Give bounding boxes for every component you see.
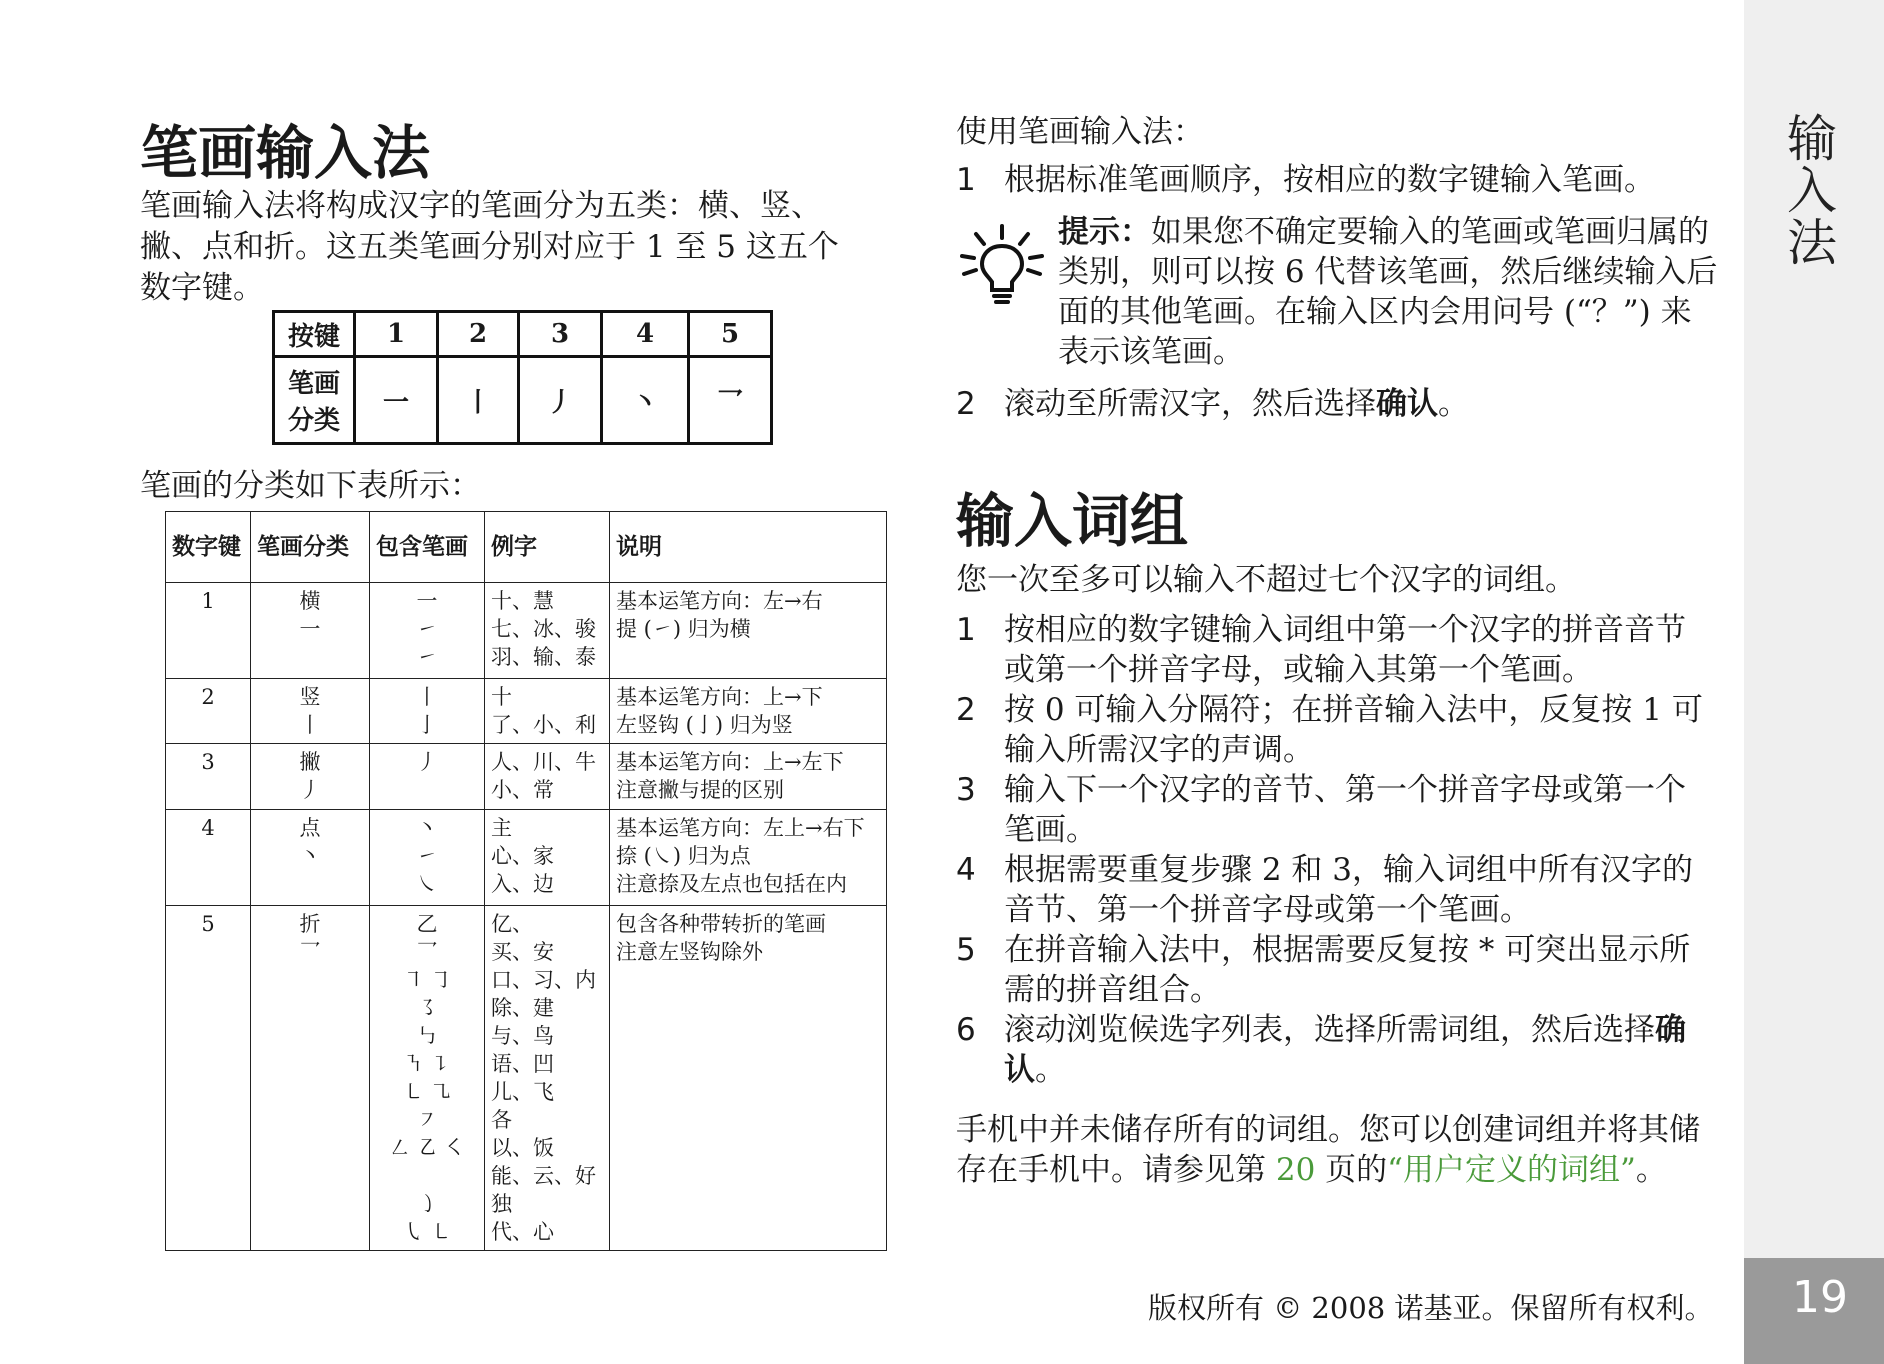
step-item: [956, 1010, 1716, 1090]
stroke-cell: 乛: [689, 357, 772, 444]
step-text-part: 。: [1035, 1052, 1066, 1088]
key-cell: 3: [519, 312, 602, 357]
table-row: [166, 583, 887, 679]
tip-text: 如果您不确定要输入的笔画或笔画归属的类别，则可以按 6 代替该笔画，然后继续输入后面的其他笔画。在输入区内会用问号 (“？”) 来表示该笔画。: [1058, 214, 1718, 370]
key-cell: 5: [689, 312, 772, 357]
label-line: 笔画: [287, 369, 340, 399]
intro-line: 笔画输入法将构成汉字的笔画分为五类：横、竖、: [140, 188, 822, 224]
cell-category: 点 丶: [251, 810, 370, 906]
stroke-category-label: [274, 357, 355, 444]
label-line: 分类: [287, 406, 340, 436]
tip-label: 提示：: [1058, 214, 1151, 250]
table-header: 数字键: [166, 512, 251, 583]
key-cell: 4: [602, 312, 689, 357]
step-item: [956, 770, 1716, 850]
step-text: 按 0 可输入分隔符；在拼音输入法中，反复按 1 可输入所需汉字的声调。: [1004, 692, 1703, 768]
heading-stroke-input: 笔画输入法: [140, 119, 431, 187]
step-number: 2: [956, 692, 976, 728]
heading-phrase-input: 输入词组: [956, 487, 1189, 555]
cell-note: 包含各种带转折的笔画 注意左竖钩除外: [610, 906, 887, 1251]
key-cell: 1: [355, 312, 438, 357]
tip-paragraph: [1058, 212, 1718, 372]
table-row: [166, 744, 887, 810]
step-number: 6: [956, 1012, 976, 1048]
intro-line: 数字键。: [140, 270, 264, 306]
key-cell: 2: [438, 312, 519, 357]
stroke-cell: 一: [355, 357, 438, 444]
table-caption: 笔画的分类如下表所示：: [140, 468, 481, 504]
step-text: 根据需要重复步骤 2 和 3，输入词组中所有汉字的音节、第一个拼音字母或第一个笔画。: [1004, 852, 1694, 928]
cell-strokes: 丨 亅: [370, 679, 485, 744]
step-text: [1004, 1010, 1716, 1090]
key-stroke-table: [272, 310, 773, 445]
step-text: 输入下一个汉字的音节、第一个拼音字母或第一个笔画。: [1004, 772, 1686, 848]
step-number: 1: [956, 612, 976, 648]
cell-note: 基本运笔方向：上→下 左竖钩 (亅) 归为竖: [610, 679, 887, 744]
usage-title: 使用笔画输入法：: [956, 114, 1204, 150]
cell-strokes: 一 ㇀ ㇀: [370, 583, 485, 679]
table-header: 包含笔画: [370, 512, 485, 583]
step-item: [956, 930, 1716, 1010]
closing-paragraph: [956, 1110, 1716, 1190]
cell-category: 折 乛: [251, 906, 370, 1251]
closing-text: 手机中并未储存所有的词组。您可以创建词组并将其储存在手机中。请参见第: [956, 1112, 1700, 1188]
table-header: 笔画分类: [251, 512, 370, 583]
cell-examples: 十、慧 七、冰、骏 羽、输、泰: [485, 583, 610, 679]
confirm-keyword: 确认: [1004, 1012, 1686, 1088]
cell-note: 基本运笔方向：左→右 提 (㇀) 归为横: [610, 583, 887, 679]
step-number: 2: [956, 386, 976, 422]
cell-key: 5: [166, 906, 251, 1251]
cell-category: 竖 丨: [251, 679, 370, 744]
cell-examples: 十 了、小、利: [485, 679, 610, 744]
step-item: [956, 160, 1716, 200]
step-item: [956, 850, 1716, 930]
cell-key: 3: [166, 744, 251, 810]
table-row: [166, 679, 887, 744]
step-number: 1: [956, 162, 976, 198]
key-label: 按键: [274, 312, 355, 357]
lightbulb-tip-icon: [958, 222, 1046, 310]
step-item: [956, 690, 1716, 770]
table-header: 例字: [485, 512, 610, 583]
copyright-footer: 版权所有 © 2008 诺基亚。保留所有权利。: [1148, 1291, 1714, 1325]
step-number: 4: [956, 852, 976, 888]
stroke-cell: 丨: [438, 357, 519, 444]
confirm-keyword: 确认: [1376, 386, 1438, 422]
cell-category: 撇 丿: [251, 744, 370, 810]
cell-strokes: 乙 乛 ㇕ ㇆ ㇌ ㇉ ㇎ ㇊ ㇄ ㇈ ㇇ ㇜ ㇠ ㇛ ㇁ ㇂ ㇄: [370, 906, 485, 1251]
page-reference[interactable]: 20: [1275, 1152, 1316, 1188]
step-text: 在拼音输入法中，根据需要反复按 * 可突出显示所需的拼音组合。: [1004, 932, 1691, 1008]
phrase-intro: 您一次至多可以输入不超过七个汉字的词组。: [956, 562, 1576, 598]
step-text-part: 滚动至所需汉字，然后选择: [1004, 386, 1376, 422]
step-text: 按相应的数字键输入词组中第一个汉字的拼音音节或第一个拼音字母，或输入其第一个笔画。: [1004, 612, 1686, 688]
cell-examples: 主 心、家 入、边: [485, 810, 610, 906]
cell-note: 基本运笔方向：上→左下 注意撇与提的区别: [610, 744, 887, 810]
step-text-part: 滚动浏览候选字列表，选择所需词组，然后选择: [1004, 1012, 1655, 1048]
stroke-cell: 丿: [519, 357, 602, 444]
step-text: 根据标准笔画顺序，按相应的数字键输入笔画。: [1004, 162, 1655, 198]
step-number: 3: [956, 772, 976, 808]
stroke-classification-table: [165, 511, 887, 1251]
step-item: [956, 384, 1716, 424]
section-tab-title: 输入法: [1779, 112, 1837, 268]
table-header: 说明: [610, 512, 887, 583]
step-item: [956, 610, 1716, 690]
stroke-cell: 丶: [602, 357, 689, 444]
intro-paragraph: [140, 186, 900, 309]
closing-text: 页的: [1315, 1152, 1388, 1188]
intro-line: 撇、点和折。这五类笔画分别对应于 1 至 5 这五个: [140, 229, 839, 265]
page-number: 19: [1792, 1272, 1848, 1323]
cell-note: 基本运笔方向：左上→右下 捺 (㇏) 归为点 注意捺及左点也包括在内: [610, 810, 887, 906]
cell-key: 1: [166, 583, 251, 679]
cell-examples: 亿、 买、安 口、习、内 除、建 与、鸟 语、凹 儿、飞 各 以、饭 能、云、好 独 代、心: [485, 906, 610, 1251]
cell-strokes: 丿: [370, 744, 485, 810]
step-text: [1004, 384, 1716, 424]
step-text-part: 。: [1438, 386, 1469, 422]
cell-strokes: 丶 ㇀ ㇏: [370, 810, 485, 906]
cell-examples: 人、川、牛 小、常: [485, 744, 610, 810]
cell-key: 4: [166, 810, 251, 906]
cell-key: 2: [166, 679, 251, 744]
cell-category: 横 一: [251, 583, 370, 679]
table-row: [166, 810, 887, 906]
table-row: [166, 906, 887, 1251]
step-number: 5: [956, 932, 976, 968]
closing-text: 。: [1635, 1152, 1667, 1188]
user-defined-phrase-link[interactable]: “用户定义的词组”: [1387, 1152, 1636, 1188]
